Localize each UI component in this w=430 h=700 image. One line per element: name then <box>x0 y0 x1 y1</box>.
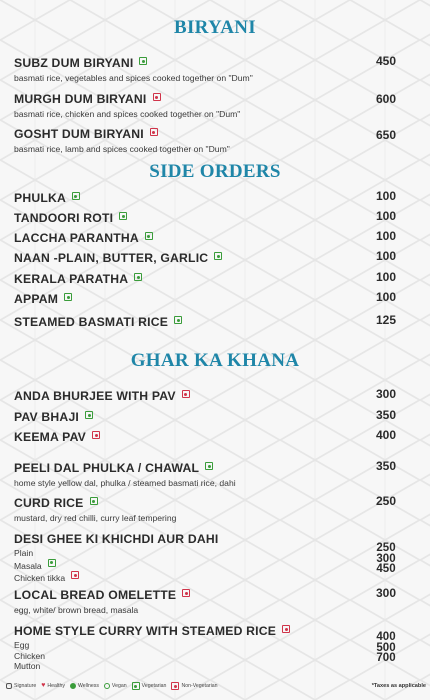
veg-icon <box>139 57 147 65</box>
menu-item <box>14 90 397 119</box>
item-name: HOME STYLE CURRY WITH STEAMED RICE <box>14 624 277 638</box>
non-veg-icon <box>282 625 290 633</box>
veg-icon <box>48 559 56 567</box>
veg-icon <box>134 273 142 281</box>
menu-item <box>14 408 397 426</box>
taxes-note: *Taxes as applicable <box>371 683 426 689</box>
menu-item <box>14 125 397 154</box>
item-price: 350 <box>375 459 397 473</box>
legend-vegetarian-label: Vegetarian <box>141 683 167 689</box>
item-name: KERALA PARATHA <box>14 272 129 286</box>
item-name: ANDA BHURJEE WITH PAV <box>14 389 176 403</box>
veg-icon <box>214 252 222 260</box>
item-price: 450 <box>375 54 397 68</box>
menu-item <box>14 586 397 615</box>
item-price: 650 <box>375 128 397 142</box>
item-option: Egg <box>14 640 30 650</box>
item-description: basmati rice, chicken and spices cooked together on "Dum" <box>14 109 241 119</box>
menu-item <box>14 189 397 207</box>
item-name: PEELI DAL PHULKA / CHAWAL <box>14 461 200 475</box>
item-name: MURGH DUM BIRYANI <box>14 92 147 106</box>
menu-item <box>14 428 397 446</box>
veg-icon <box>145 232 153 240</box>
wellness-icon <box>70 683 76 689</box>
vegan-icon <box>104 683 110 689</box>
dietary-legend <box>6 679 426 693</box>
non-veg-icon <box>150 128 158 136</box>
item-description: home style yellow dal, phulka / steamed basmati rice, dahi <box>14 478 236 488</box>
item-name: KEEMA PAV <box>14 430 86 444</box>
item-description: basmati rice, lamb and spices cooked together on "Dum" <box>14 144 230 154</box>
item-option: Mutton <box>14 661 41 671</box>
veg-icon <box>85 411 93 419</box>
non-veg-icon <box>182 390 190 398</box>
menu-item <box>14 387 397 405</box>
legend-wellness-label: Wellness <box>77 683 99 689</box>
item-price: 100 <box>375 270 397 284</box>
veg-icon <box>132 682 140 690</box>
menu-item <box>14 530 396 584</box>
menu-item <box>14 290 397 308</box>
item-price: 500 <box>376 641 396 654</box>
menu-item <box>14 313 397 331</box>
item-name: PHULKA <box>14 191 66 205</box>
signature-icon <box>6 683 12 689</box>
menu-item <box>14 249 397 267</box>
non-veg-icon <box>153 93 161 101</box>
veg-icon <box>90 497 98 505</box>
item-description: egg, white/ brown bread, masala <box>14 605 139 615</box>
item-name: NAAN -PLAIN, BUTTER, GARLIC <box>14 251 209 265</box>
legend-vegan-label: Vegan <box>111 683 127 689</box>
section-heading-biryani: BIRYANI <box>173 17 257 38</box>
menu-item <box>14 459 397 488</box>
menu-item <box>14 209 397 227</box>
section-heading-ghar-ka-khana: GHAR KA KHANA <box>130 350 300 371</box>
item-price: 350 <box>375 408 397 422</box>
item-price: 400 <box>375 428 397 442</box>
item-name: GOSHT DUM BIRYANI <box>14 127 144 141</box>
item-price-list <box>366 543 406 575</box>
item-price: 300 <box>375 586 397 600</box>
item-description: basmati rice, vegetables and spices cooked together on "Dum" <box>14 73 253 83</box>
menu-item <box>14 494 397 523</box>
item-name: LOCAL BREAD OMELETTE <box>14 588 177 602</box>
item-price: 700 <box>376 652 396 664</box>
item-price: 100 <box>375 209 397 223</box>
item-price: 300 <box>375 387 397 401</box>
item-price-list <box>366 632 406 664</box>
item-name: APPAM <box>14 292 59 306</box>
item-price: 600 <box>375 92 397 106</box>
item-description: mustard, dry red chilli, curry leaf tempering <box>14 513 177 523</box>
non-veg-icon <box>92 431 100 439</box>
item-name: STEAMED BASMATI RICE <box>14 315 169 329</box>
non-veg-icon <box>71 571 79 579</box>
item-price: 100 <box>375 249 397 263</box>
item-price: 125 <box>375 313 397 327</box>
item-name: CURD RICE <box>14 496 84 510</box>
menu-item <box>14 54 397 83</box>
legend-signature-label: Signature <box>14 683 37 689</box>
item-price: 100 <box>375 189 397 203</box>
section-heading-side-orders: SIDE ORDERS <box>149 161 281 182</box>
legend-healthy-label: Healthy <box>47 683 65 689</box>
veg-icon <box>205 462 213 470</box>
veg-icon <box>174 316 182 324</box>
item-option: Chicken tikka <box>14 571 388 584</box>
item-price: 450 <box>376 563 396 575</box>
menu-item <box>14 270 397 288</box>
non-veg-icon <box>182 589 190 597</box>
item-price: 250 <box>375 494 397 508</box>
item-name: TANDOORI ROTI <box>14 211 114 225</box>
menu-item <box>14 622 396 672</box>
non-veg-icon <box>171 682 179 690</box>
item-name: DESI GHEE KI KHICHDI AUR DAHI <box>14 532 219 546</box>
heart-icon: ♥ <box>41 682 46 689</box>
item-price: 100 <box>375 290 397 304</box>
item-option: Masala <box>14 559 388 572</box>
item-name: LACCHA PARANTHA <box>14 231 139 245</box>
item-price: 400 <box>376 631 396 643</box>
legend-non-vegetarian-label: Non-Vegetarian <box>181 683 218 689</box>
veg-icon <box>72 192 80 200</box>
veg-icon <box>64 293 72 301</box>
item-option: Chicken <box>14 650 46 661</box>
item-name: PAV BHAJI <box>14 410 80 424</box>
item-option: Plain <box>14 548 34 558</box>
item-price: 300 <box>376 552 396 565</box>
veg-icon <box>119 212 127 220</box>
item-name: SUBZ DUM BIRYANI <box>14 56 134 70</box>
item-price: 100 <box>375 229 397 243</box>
menu-item <box>14 229 397 247</box>
item-price: 250 <box>376 542 396 554</box>
